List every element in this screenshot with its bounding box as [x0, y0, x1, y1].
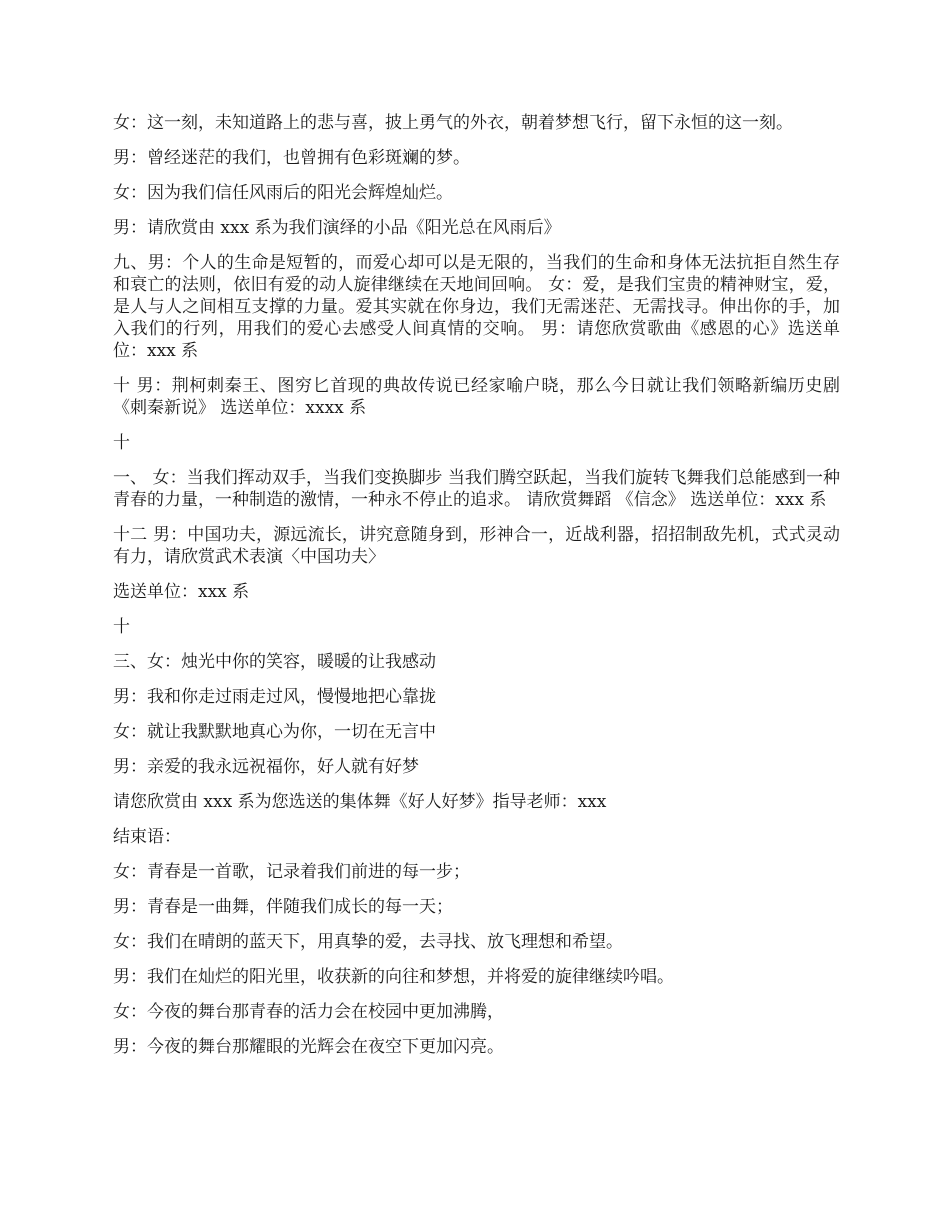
paragraph-7: 十 [113, 433, 130, 453]
paragraph-12: 三、女：烛光中你的笑容，暖暖的让我感动 [113, 652, 436, 672]
paragraph-19: 男：青春是一曲舞，伴随我们成长的每一天； [113, 897, 453, 917]
paragraph-21: 男：我们在灿烂的阳光里，收获新的向往和梦想，并将爱的旋律继续吟唱。 [113, 967, 674, 987]
paragraph-13: 男：我和你走过雨走过风，慢慢地把心靠拢 [113, 687, 436, 707]
paragraph-2: 男：曾经迷茫的我们，也曾拥有色彩斑斓的梦。 [113, 148, 470, 168]
paragraph-8: 一、 女：当我们挥动双手，当我们变换脚步 当我们腾空跃起，当我们旋转飞舞我们总能感到一种青春的力量，一种制造的激情，一种永不停止的追求。 请欣赏舞蹈 《信念》 选送单位：xxx 系 [113, 468, 840, 510]
paragraph-16: 请您欣赏由 xxx 系为您选送的集体舞《好人好梦》指导老师：xxx [113, 792, 607, 812]
paragraph-18: 女：青春是一首歌，记录着我们前进的每一步； [113, 862, 470, 882]
paragraph-1: 女：这一刻，未知道路上的悲与喜，披上勇气的外衣，朝着梦想飞行，留下永恒的这一刻。 [113, 113, 793, 133]
paragraph-9: 十二 男：中国功夫，源远流长，讲究意随身到，形神合一，近战利器，招招制敌先机，式式灵动有力，请欣赏武术表演〈中国功夫〉 [113, 525, 840, 567]
paragraph-20: 女：我们在晴朗的蓝天下，用真挚的爱，去寻找、放飞理想和希望。 [113, 932, 623, 952]
paragraph-23: 男：今夜的舞台那耀眼的光辉会在夜空下更加闪亮。 [113, 1037, 504, 1057]
paragraph-11: 十 [113, 617, 130, 637]
document-body [113, 112, 840, 1071]
paragraph-17: 结束语： [113, 827, 181, 847]
paragraph-6: 十 男：荆柯刺秦王、图穷匕首现的典故传说已经家喻户晓，那么今日就让我们领略新编历史剧《刺秦新说》 选送单位：xxxx 系 [113, 376, 840, 418]
paragraph-22: 女：今夜的舞台那青春的活力会在校园中更加沸腾， [113, 1002, 504, 1022]
paragraph-14: 女：就让我默默地真心为你，一切在无言中 [113, 722, 436, 742]
paragraph-3: 女：因为我们信任风雨后的阳光会辉煌灿烂。 [113, 183, 453, 203]
paragraph-15: 男：亲爱的我永远祝福你，好人就有好梦 [113, 757, 419, 777]
paragraph-10: 选送单位：xxx 系 [113, 582, 250, 602]
paragraph-4: 男：请欣赏由 xxx 系为我们演绎的小品《阳光总在风雨后》 [113, 218, 561, 238]
paragraph-5: 九、男：个人的生命是短暂的，而爱心却可以是无限的，当我们的生命和身体无法抗拒自然生存和衰亡的法则，依旧有爱的动人旋律继续在天地间回响。 女：爱，是我们宝贵的精神财宝，爱，是人与人之间相互支撑的力量。爱其实就在你身边，我们无需迷茫、无需找寻。伸出你的手，加入我们的行列，用我们的爱心去感受人间真情的交响。 男：请您欣赏歌曲《感恩的心》选送单位：xxx 系 [113, 253, 840, 361]
